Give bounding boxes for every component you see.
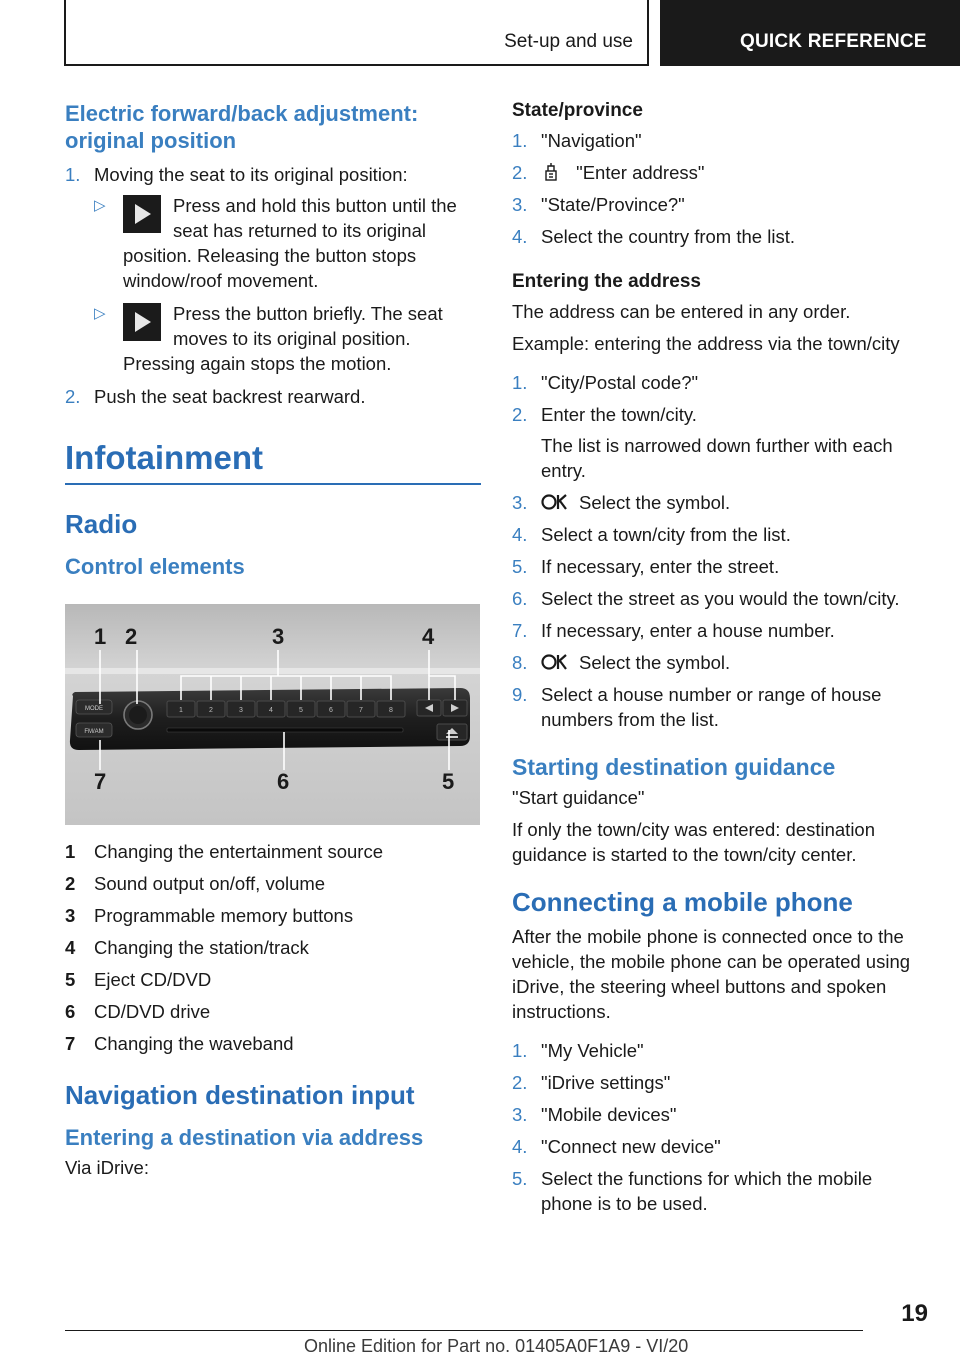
seat-step-2: 2. Push the seat backrest rearward. (65, 386, 366, 407)
preset-label: 3 (239, 707, 243, 714)
callout-6: 6 (277, 769, 290, 794)
triangle-bullet-icon: ▷ (94, 197, 106, 214)
triangle-bullet-icon: ▷ (94, 305, 106, 322)
preset-label: 6 (329, 707, 333, 714)
address-step: 1. "City/Postal code?" (512, 372, 699, 393)
seat-heading: Electric forward/back adjustment: original position (65, 101, 419, 153)
state-steps (512, 128, 928, 249)
callout-3: 3 (272, 624, 285, 649)
address-step: 6. Select the street as you would the town/city. (512, 588, 900, 609)
radio-heading: Radio (65, 509, 138, 539)
callout-1: 1 (94, 624, 107, 649)
infotainment-heading: Infotainment (65, 439, 481, 485)
phone-paragraph: After the mobile phone is connected once to the vehicle, the mobile phone can be operated using iDrive, the steering wheel buttons and spoken instructions. (512, 926, 911, 1022)
address-step: 7. If necessary, enter a house number. (512, 620, 835, 641)
address-step: 3. Select the symbol. (512, 492, 731, 513)
address-book-icon (541, 162, 561, 182)
callout-7: 7 (94, 769, 107, 794)
seat-option-2: ▷ Press the button briefly. The seat moves to its original position. Pressing again stops the motion. (94, 303, 443, 374)
legend-item: 3 Programmable memory buttons (65, 905, 354, 926)
phone-step: 4. "Connect new device" (512, 1136, 721, 1157)
guidance-paragraph-2: If only the town/city was entered: destination guidance is started to the town/city center. (512, 819, 876, 865)
ok-symbol-icon (541, 652, 569, 672)
phone-step: 3. "Mobile devices" (512, 1104, 677, 1125)
header-section-tab (64, 0, 649, 66)
seat-memory-button-icon (123, 195, 161, 233)
header-chapter-label: QUICK REFERENCE (740, 31, 927, 52)
address-step: 2. Enter the town/city. The list is narrowed down further with each entry. (512, 404, 893, 481)
callout-2: 2 (125, 624, 138, 649)
seat-memory-button-icon (123, 303, 161, 341)
preset-label: 5 (299, 707, 303, 714)
preset-label: 7 (359, 707, 363, 714)
address-paragraph-1: The address can be entered in any order. (512, 301, 851, 322)
legend-item: 7 Changing the waveband (65, 1033, 294, 1054)
preset-label: 1 (179, 707, 183, 714)
header-section-label: Set-up and use (504, 31, 633, 52)
legend-item: 6 CD/DVD drive (65, 1001, 211, 1022)
phone-step: 1. "My Vehicle" (512, 1040, 644, 1061)
state-step: 3. "State/Province?" (512, 194, 685, 215)
callout-4: 4 (422, 624, 435, 649)
guidance-paragraph-1: "Start guidance" (512, 787, 645, 808)
guidance-heading: Starting destination guidance (512, 754, 836, 780)
page-number: 19 (901, 1300, 928, 1327)
seat-steps (65, 162, 481, 409)
phone-step: 5. Select the functions for which the mobile phone is to be used. (512, 1168, 873, 1214)
navigation-heading: Navigation destination input (65, 1080, 415, 1110)
via-idrive-text: Via iDrive: (65, 1157, 149, 1178)
fm-am-button-label: FM/AM (84, 729, 104, 735)
phone-steps (512, 1038, 928, 1216)
header-chapter-tab (660, 0, 960, 66)
legend-item: 4 Changing the station/track (65, 937, 309, 958)
phone-step: 2. "iDrive settings" (512, 1072, 671, 1093)
ok-symbol-icon (541, 492, 569, 512)
footer-divider (65, 1330, 863, 1331)
footer-edition: Online Edition for Part no. 01405A0F1A9 - VI/20 (304, 1336, 689, 1356)
legend-item: 1 Changing the entertainment source (65, 841, 383, 862)
seat-option-1: ▷ Press and hold this button until the seat has returned to its original position. Releasing the button stops window/roof movement. (94, 195, 457, 291)
address-step: 5. If necessary, enter the street. (512, 556, 780, 577)
address-steps (512, 370, 928, 732)
left-column (65, 100, 481, 1180)
preset-label: 4 (269, 707, 273, 714)
control-elements-heading: Control elements (65, 554, 245, 579)
control-legend (65, 839, 481, 1056)
state-step: 1. "Navigation" (512, 130, 642, 151)
mode-button-label: MODE (85, 706, 103, 712)
seat-step-1: 1. Moving the seat to its original position: ▷ Press and hold this button until the seat has returned to its original position. Releasing the button stops window/roof movement. ▷ Press the button briefly. The seat moves to its original position. Pressing again stops the motion. (65, 162, 481, 376)
legend-item: 2 Sound output on/off, volume (65, 873, 326, 894)
address-heading: Entering the address (512, 271, 701, 292)
phone-heading: Connecting a mobile phone (512, 887, 853, 917)
preset-label: 2 (209, 707, 213, 714)
address-step: 8. Select the symbol. (512, 652, 731, 673)
address-step: 9. Select a house number or range of house numbers from the list. (512, 684, 882, 730)
state-step: 2. "Enter address" (512, 162, 705, 183)
right-column (512, 100, 928, 1223)
address-paragraph-2: Example: entering the address via the town/city (512, 333, 900, 354)
address-step: 4. Select a town/city from the list. (512, 524, 791, 545)
radio-panel-svg (65, 604, 480, 825)
state-heading: State/province (512, 100, 643, 121)
radio-control-panel-image (65, 604, 480, 825)
callout-5: 5 (442, 769, 455, 794)
state-step: 4. Select the country from the list. (512, 226, 795, 247)
destination-heading: Entering a destination via address (65, 1125, 424, 1150)
preset-label: 8 (389, 707, 393, 714)
legend-item: 5 Eject CD/DVD (65, 969, 212, 990)
